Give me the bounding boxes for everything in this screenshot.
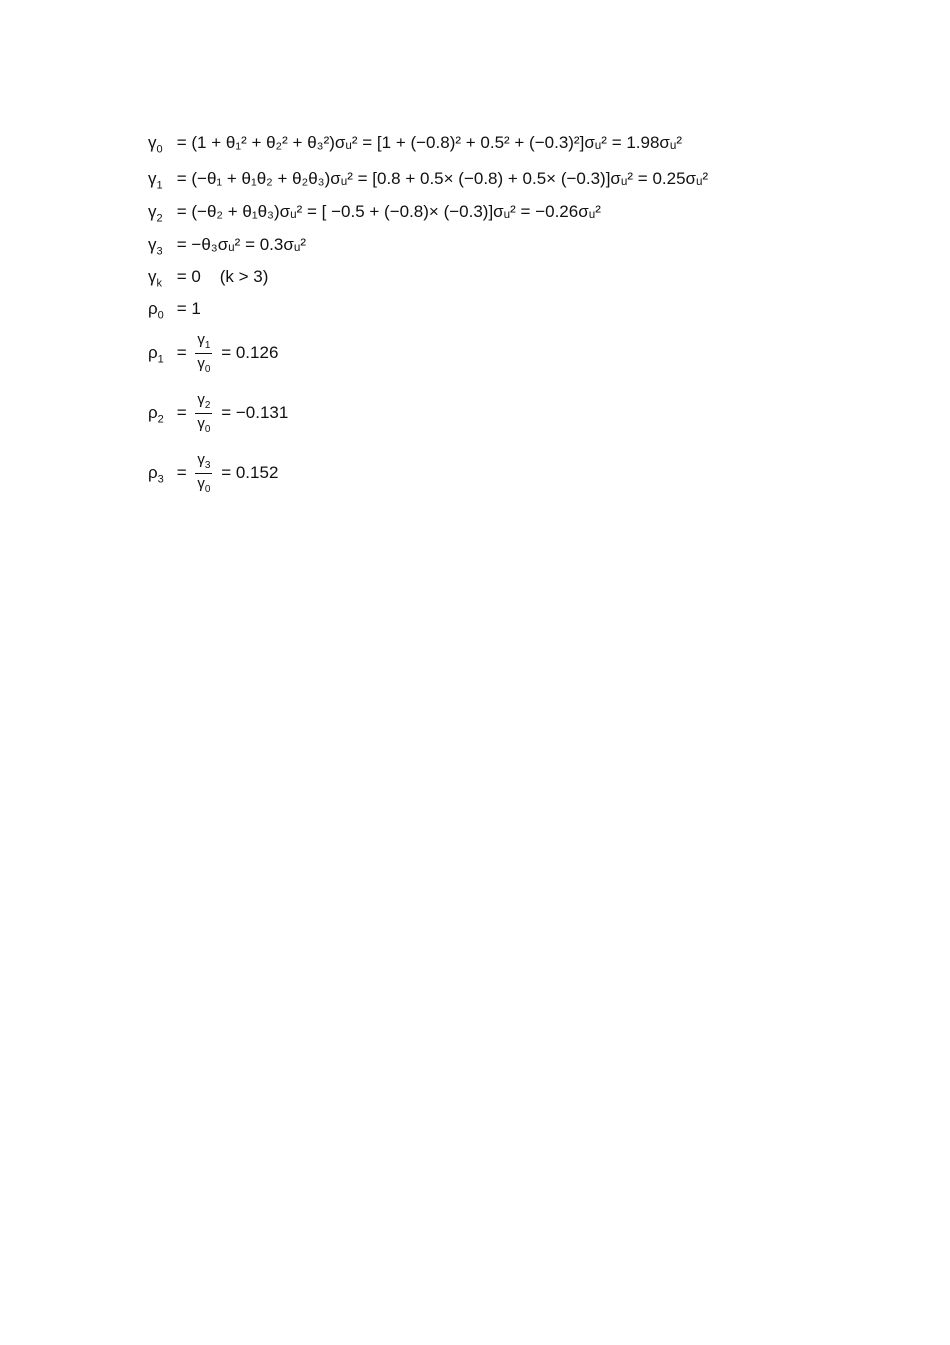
fraction-denominator: $\gamma_0$	[197, 415, 211, 435]
equation-symbol: ρ	[148, 342, 158, 362]
equation-subscript: 3	[157, 473, 164, 486]
fraction	[195, 390, 212, 437]
fraction	[195, 450, 212, 497]
equation-rhs: = −θ₃σᵤ² = 0.3σᵤ²	[176, 235, 307, 254]
equation-symbol: γ	[148, 235, 157, 254]
equation-symbol: ρ	[148, 402, 158, 422]
equation-symbol: ρ	[148, 299, 158, 318]
equation-symbol: γ	[148, 267, 157, 286]
equation-symbol: γ	[148, 169, 157, 188]
equation-subscript: 2	[156, 212, 163, 225]
equation-rho-1: $\rho_1$ = $\frac{\gamma_1}{\gamma_0}$ = 0.126	[148, 331, 279, 375]
equation-subscript: 0	[157, 309, 164, 322]
equation-subscript: k	[156, 277, 162, 290]
equation-rhs: = (−θ₁ + θ₁θ₂ + θ₂θ₃)σᵤ² = [0.8 + 0.5× (−0.8) + 0.5× (−0.3)]σᵤ² = 0.25σᵤ²	[176, 169, 709, 188]
equation-rhs: = 1	[176, 299, 201, 318]
equation-result: = 0.126	[221, 342, 279, 362]
equation-symbol: γ	[148, 133, 157, 152]
equation-rho-0	[148, 300, 201, 321]
equation-rhs: = (1 + θ₁² + θ₂² + θ₃²)σᵤ² = [1 + (−0.8)² + 0.5² + (−0.3)²]σᵤ² = 1.98σᵤ²	[176, 133, 683, 152]
equation-subscript: 1	[156, 179, 163, 192]
equation-subscript: 0	[156, 143, 163, 156]
equation-gamma-1	[148, 170, 708, 191]
equation-gamma-2	[148, 203, 601, 224]
equation-result: = −0.131	[221, 402, 289, 422]
equation-gamma-3	[148, 236, 306, 257]
equation-rho-2: $\rho_2$ = $\frac{\gamma_2}{\gamma_0}$ = −0.131	[148, 391, 289, 435]
equation-symbol: ρ	[148, 462, 158, 482]
fraction-denominator: $\gamma_0$	[197, 355, 211, 375]
fraction-denominator: $\gamma_0$	[197, 475, 211, 495]
equation-rhs: = (−θ₂ + θ₁θ₃)σᵤ² = [ −0.5 + (−0.8)× (−0.3)]σᵤ² = −0.26σᵤ²	[176, 202, 601, 221]
equation-rho-3: $\rho_3$ = $\frac{\gamma_3}{\gamma_0}$ = 0.152	[148, 451, 279, 495]
equation-subscript: 3	[156, 245, 163, 258]
equation-symbol: γ	[148, 202, 157, 221]
equation-gamma-0	[148, 134, 682, 155]
equation-rhs: = 0 (k > 3)	[176, 267, 269, 286]
equation-subscript: 2	[157, 413, 164, 426]
fraction-numerator: $\gamma_2$	[195, 390, 212, 414]
equation-subscript: 1	[157, 353, 164, 366]
equation-gamma-k	[148, 268, 268, 289]
equation-result: = 0.152	[221, 462, 279, 482]
fraction	[195, 330, 212, 377]
fraction-numerator: $\gamma_1$	[195, 330, 212, 354]
fraction-numerator: $\gamma_3$	[195, 450, 212, 474]
